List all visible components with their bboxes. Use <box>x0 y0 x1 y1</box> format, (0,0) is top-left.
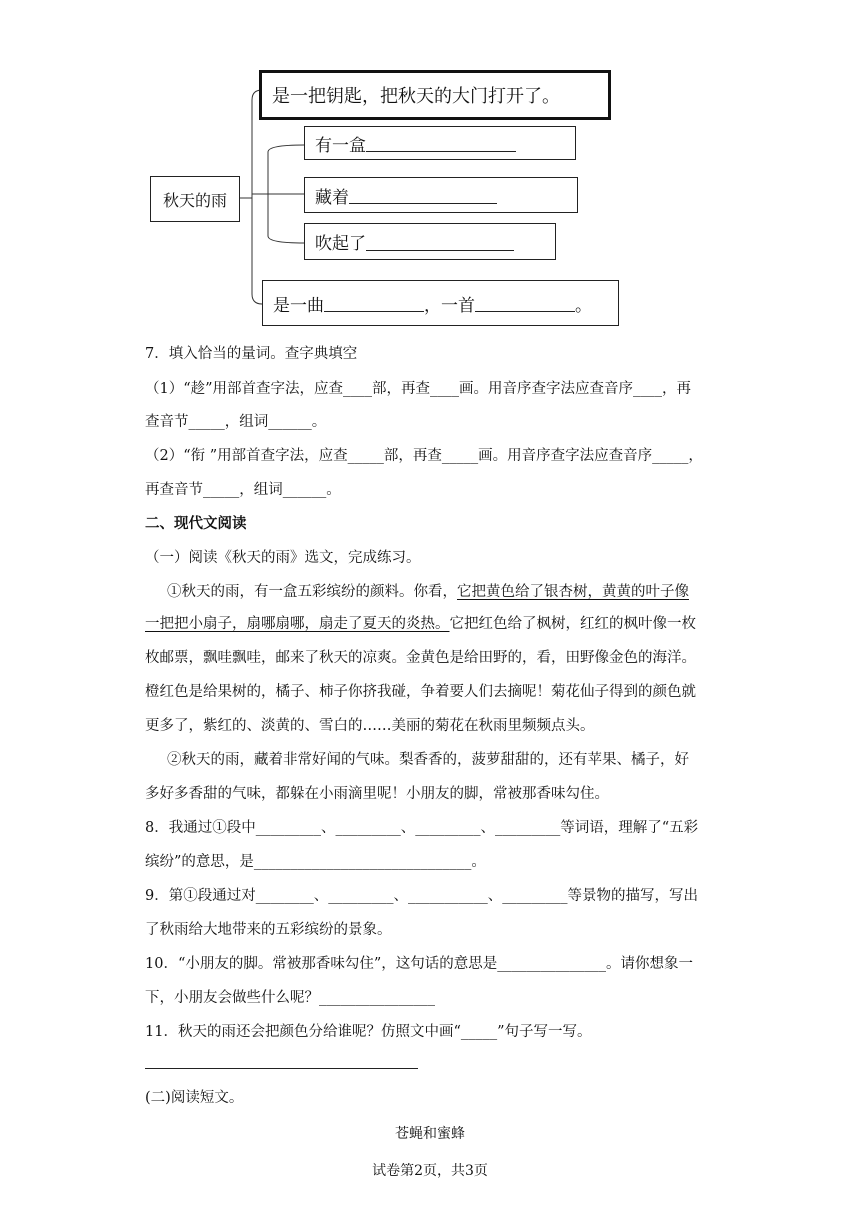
passage-para1-line4: 橙红色是给果树的，橘子、柿子你挤我碰，争着要人们去摘呢！菊花仙子得到的颜色就 <box>145 684 696 700</box>
q8-line1: 8．我通过①段中_________、_________、_________、_________等词语，理解了“五彩 <box>145 820 699 836</box>
passage-para2-line2: 多好多香甜的气味，都躲在小雨滴里呢！小朋友的脚，常被那香味勾住。 <box>145 786 609 802</box>
mindmap-bottom-box <box>262 280 619 326</box>
passage-para1-line1 <box>145 582 747 602</box>
q7-part1-line1: （1）“趁”用部首查字法，应查____部，再查____画。用音序查字法应查音序____，再 <box>145 381 692 397</box>
passage-text: ①秋天的雨，有一盒五彩缤纷的颜料。你看， <box>167 584 457 600</box>
mindmap-item-1 <box>304 126 576 160</box>
q9-line1: 9．第①段通过对________、_________、___________、_________等景物的描写，写出 <box>145 888 698 904</box>
mindmap-root <box>150 176 240 222</box>
mindmap-root-label: 秋天的雨 <box>162 190 227 210</box>
mindmap-item-3 <box>304 223 556 260</box>
answer-blank[interactable] <box>475 294 575 312</box>
answer-blank[interactable] <box>366 134 516 152</box>
mindmap-top-box <box>259 70 611 120</box>
underlined-sentence: 它把黄色给了银杏树，黄黄的叶子像 <box>457 584 689 600</box>
story-title: 苍蝇和蜜蜂 <box>395 1126 465 1142</box>
mindmap-item-2-label: 藏着 <box>315 187 349 208</box>
mindmap-item-2 <box>304 177 578 213</box>
passage-para1-line3: 枚邮票，飘哇飘哇，邮来了秋天的凉爽。金黄色是给田野的，看，田野像金色的海洋。 <box>145 650 696 666</box>
q8-line2: 缤纷”的意思，是______________________________。 <box>145 854 486 870</box>
q7-head: 7．填入恰当的量词。查字典填空 <box>145 346 358 362</box>
mindmap-bottom-c: 。 <box>575 295 592 316</box>
passage-text: 它把红色给了枫树，红红的枫叶像一枚 <box>449 616 696 632</box>
mindmap-bottom-a: 是一曲 <box>273 295 324 316</box>
q10-line2: 下，小朋友会做些什么呢？________________ <box>145 990 435 1006</box>
answer-blank[interactable] <box>349 186 497 204</box>
q10-line1: 10．“小朋友的脚。常被那香味勾住”，这句话的意思是_______________。请你想象一 <box>145 956 694 972</box>
answer-blank[interactable] <box>366 233 514 251</box>
underlined-sentence: 一把把小扇子，扇哪扇哪，扇走了夏天的炎热。 <box>145 616 450 632</box>
answer-line[interactable] <box>145 1068 418 1069</box>
passage-para1-line2 <box>145 614 725 634</box>
q7-part1-line2: 查音节_____，组词______。 <box>145 414 327 430</box>
answer-blank[interactable] <box>324 294 424 312</box>
mindmap-item-3-label: 吹起了 <box>315 234 366 254</box>
q7-part2-line2: 再查音节_____，组词______。 <box>145 482 341 498</box>
mindmap-bottom-b: ，一首 <box>424 295 475 316</box>
mindmap-top-text: 是一把钥匙，把秋天的大门打开了。 <box>272 86 560 107</box>
q9-line2: 了秋雨给大地带来的五彩缤纷的景象。 <box>145 922 392 938</box>
reading-2-instruction: (二)阅读短文。 <box>145 1090 244 1106</box>
passage-para1-line5: 更多了，紫红的、淡黄的、雪白的……美丽的菊花在秋雨里频频点头。 <box>145 718 595 734</box>
reading-1-instruction: （一）阅读《秋天的雨》选文，完成练习。 <box>145 550 421 566</box>
q11-line: 11．秋天的雨还会把颜色分给谁呢？仿照文中画“_____”句子写一写。 <box>145 1024 592 1040</box>
section-title: 二、现代文阅读 <box>145 516 247 532</box>
q7-part2-line1: （2）“衔 ”用部首查字法，应查_____部，再查_____画。用音序查字法应查音序_____， <box>145 448 703 464</box>
mindmap-item-1-label: 有一盒 <box>315 135 366 156</box>
page-footer: 试卷第2页，共3页 <box>372 1163 488 1179</box>
passage-para2-line1: ②秋天的雨，藏着非常好闻的气味。梨香香的，菠萝甜甜的，还有苹果、橘子，好 <box>167 752 689 768</box>
